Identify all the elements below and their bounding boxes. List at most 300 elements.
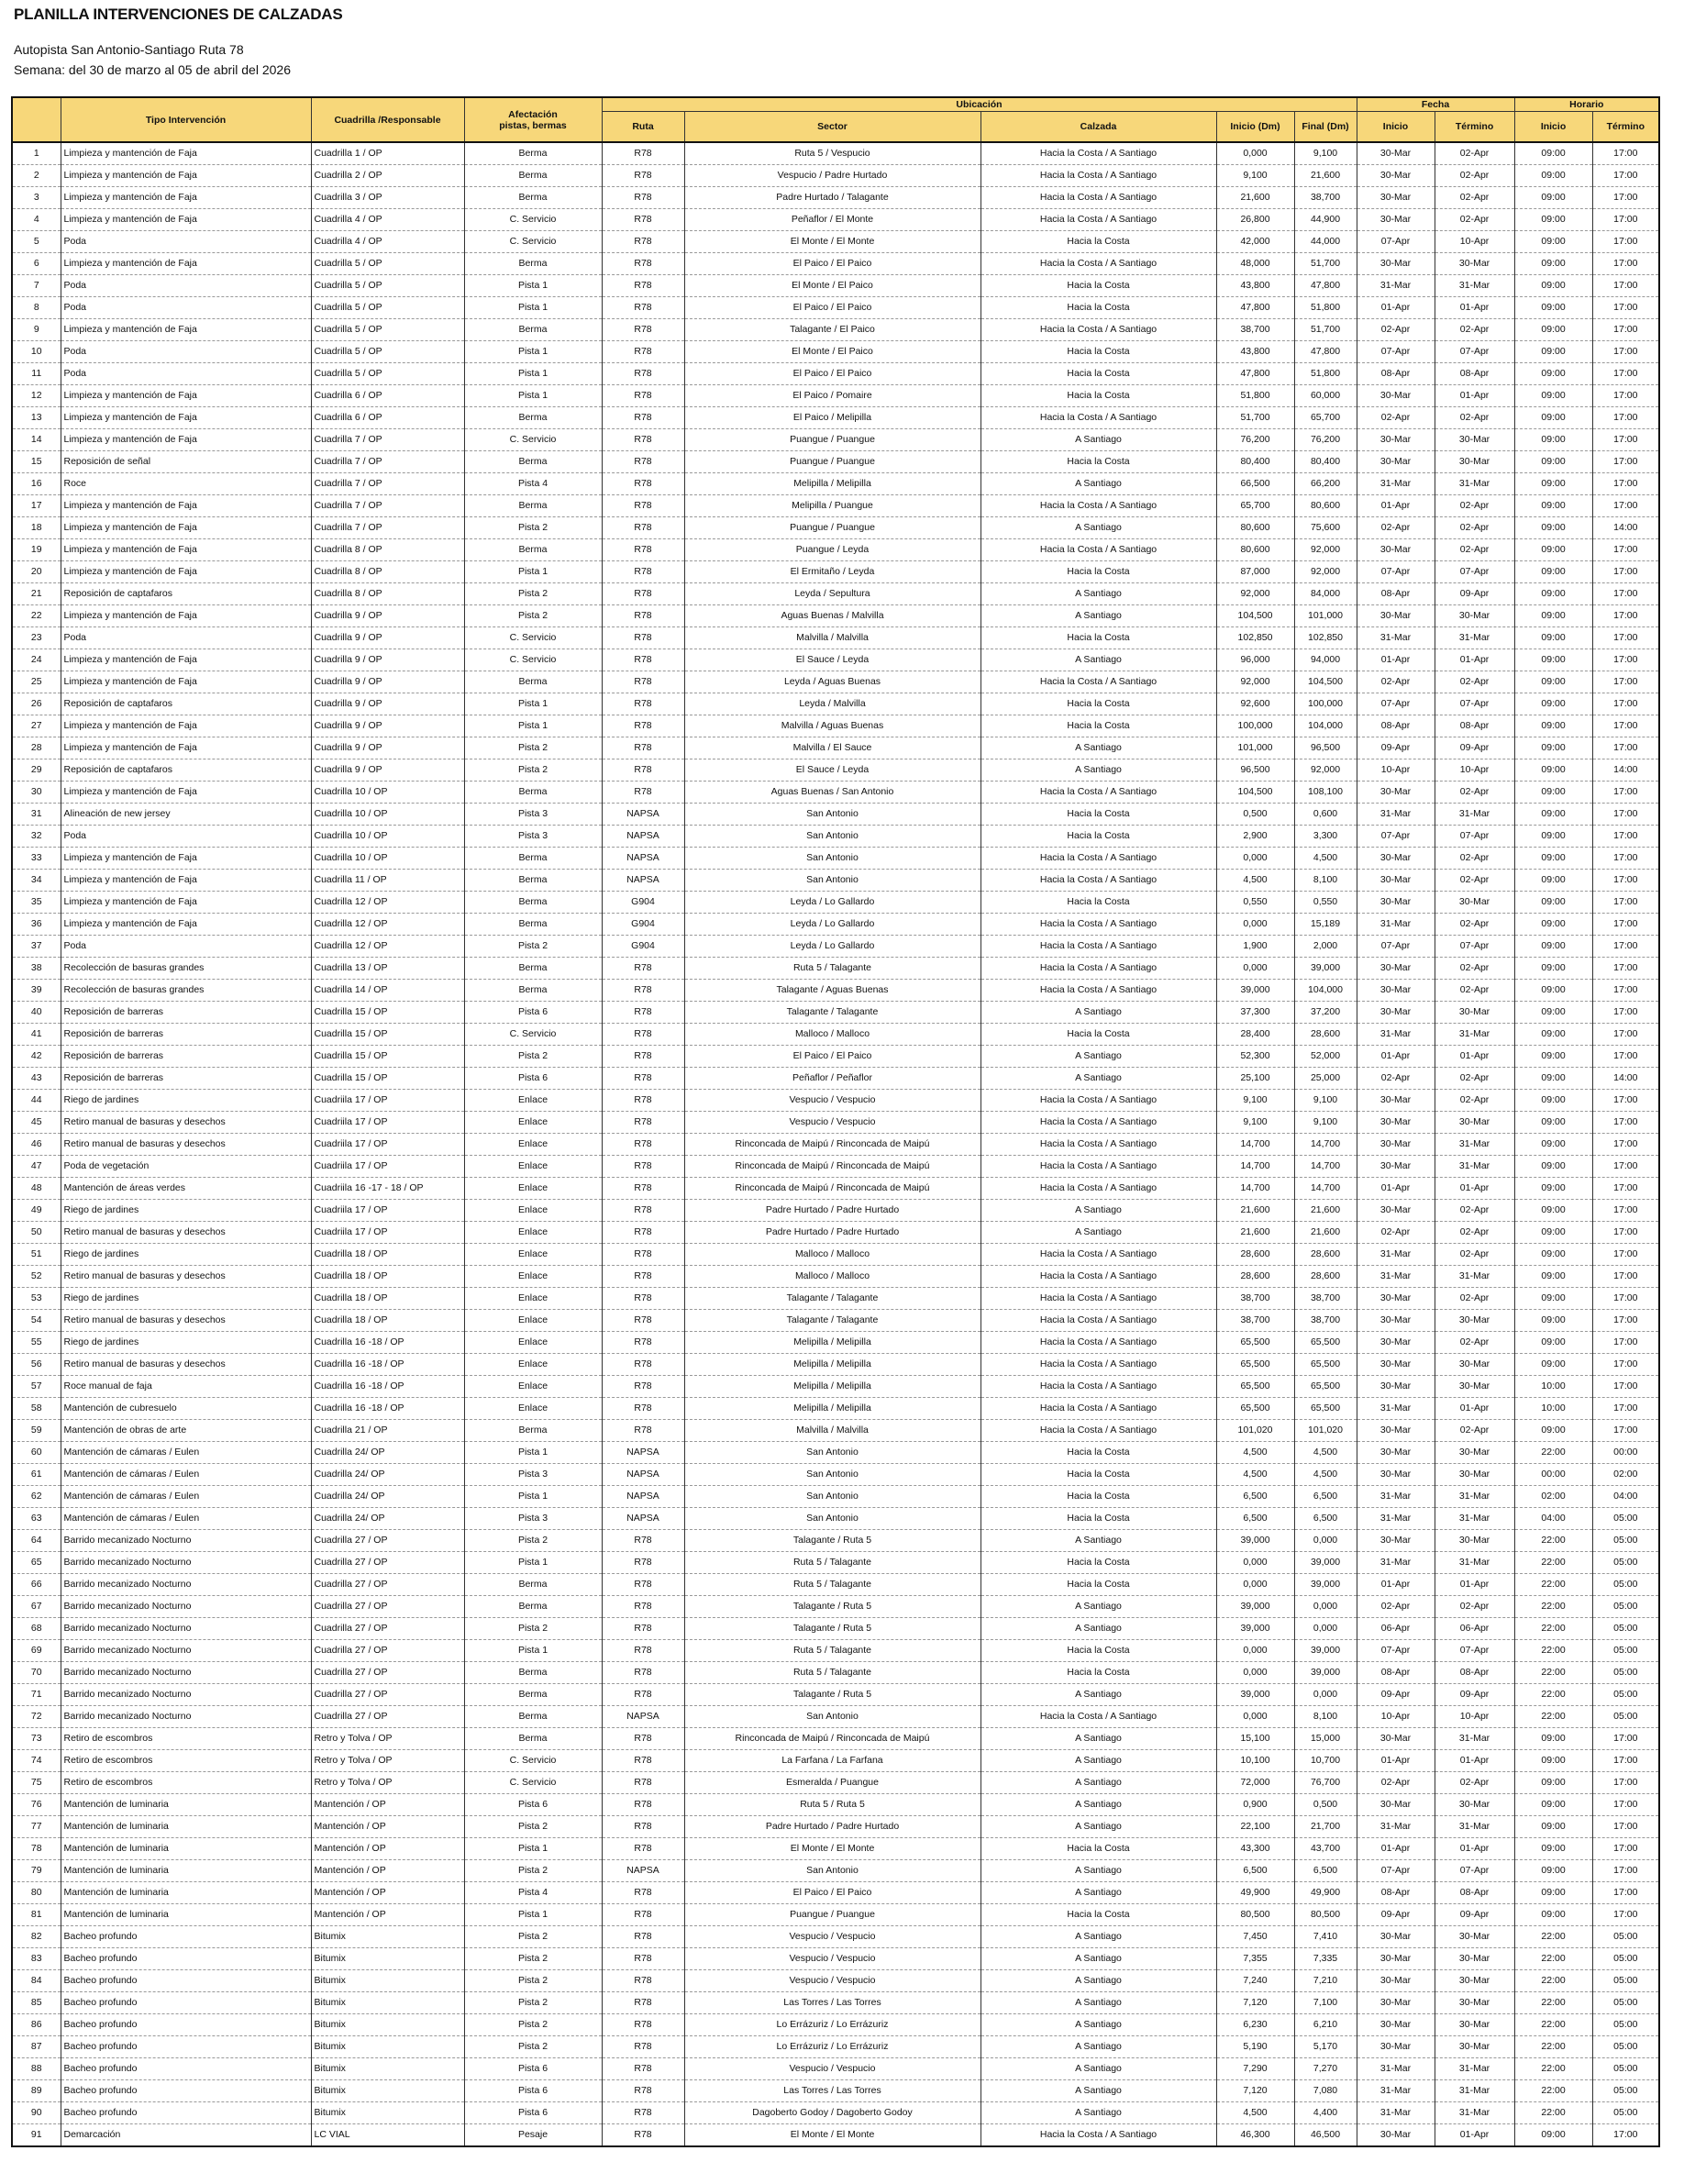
cell-sector: Ruta 5 / Ruta 5: [684, 1794, 980, 1816]
cell-fecha-inicio: 30-Mar: [1357, 1926, 1435, 1948]
cell-row-number: 25: [12, 671, 61, 693]
table-row: [12, 848, 1659, 870]
cell-sector: Peñaflor / El Monte: [684, 209, 980, 231]
table-row: [12, 1024, 1659, 1046]
cell-hora-termino: 17:00: [1592, 1288, 1659, 1310]
cell-inicio-dm: 5,190: [1216, 2036, 1294, 2058]
cell-fecha-termino: 08-Apr: [1435, 715, 1514, 737]
cell-calzada: A Santiago: [980, 1816, 1216, 1838]
cell-afectacion: Pista 2: [464, 1970, 602, 1992]
cell-afectacion: Enlace: [464, 1288, 602, 1310]
cell-inicio-dm: 101,000: [1216, 737, 1294, 759]
cell-fecha-inicio: 01-Apr: [1357, 1750, 1435, 1772]
cell-inicio-dm: 80,600: [1216, 539, 1294, 561]
cell-sector: Puangue / Puangue: [684, 1904, 980, 1926]
cell-fecha-inicio: 30-Mar: [1357, 1728, 1435, 1750]
cell-hora-inicio: 09:00: [1514, 1046, 1592, 1068]
cell-calzada: Hacia la Costa / A Santiago: [980, 1332, 1216, 1354]
cell-calzada: A Santiago: [980, 2058, 1216, 2080]
table-row: [12, 1112, 1659, 1134]
table-row: [12, 319, 1659, 341]
cell-tipo-intervencion: Retiro de escombros: [61, 1772, 311, 1794]
cell-sector: Vespucio / Vespucio: [684, 1948, 980, 1970]
cell-afectacion: Pista 3: [464, 1508, 602, 1530]
cell-inicio-dm: 96,000: [1216, 649, 1294, 671]
cell-hora-termino: 17:00: [1592, 826, 1659, 848]
table-row: [12, 1816, 1659, 1838]
cell-hora-termino: 17:00: [1592, 363, 1659, 385]
cell-tipo-intervencion: Barrido mecanizado Nocturno: [61, 1618, 311, 1640]
cell-fecha-inicio: 30-Mar: [1357, 1156, 1435, 1178]
cell-row-number: 82: [12, 1926, 61, 1948]
cell-inicio-dm: 0,500: [1216, 804, 1294, 826]
cell-ruta: R78: [602, 2124, 684, 2147]
cell-calzada: A Santiago: [980, 1948, 1216, 1970]
cell-final-dm: 43,700: [1294, 1838, 1357, 1860]
cell-fecha-inicio: 30-Mar: [1357, 1090, 1435, 1112]
cell-fecha-termino: 01-Apr: [1435, 649, 1514, 671]
cell-cuadrilla: Retro y Tolva / OP: [311, 1772, 464, 1794]
cell-inicio-dm: 7,355: [1216, 1948, 1294, 1970]
cell-ruta: R78: [602, 1750, 684, 1772]
cell-fecha-inicio: 01-Apr: [1357, 495, 1435, 517]
cell-cuadrilla: Cuadrilla 11 / OP: [311, 870, 464, 892]
cell-fecha-inicio: 31-Mar: [1357, 1508, 1435, 1530]
cell-ruta: R78: [602, 1024, 684, 1046]
cell-hora-termino: 17:00: [1592, 2124, 1659, 2147]
cell-row-number: 9: [12, 319, 61, 341]
table-row: [12, 1948, 1659, 1970]
cell-afectacion: Berma: [464, 142, 602, 165]
cell-hora-inicio: 09:00: [1514, 848, 1592, 870]
cell-row-number: 16: [12, 473, 61, 495]
cell-inicio-dm: 47,800: [1216, 297, 1294, 319]
cell-tipo-intervencion: Mantención de luminaria: [61, 1816, 311, 1838]
cell-afectacion: Enlace: [464, 1178, 602, 1200]
cell-calzada: Hacia la Costa / A Santiago: [980, 958, 1216, 980]
cell-tipo-intervencion: Reposición de captafaros: [61, 759, 311, 782]
cell-fecha-inicio: 30-Mar: [1357, 1002, 1435, 1024]
cell-cuadrilla: Cuadrilla 14 / OP: [311, 980, 464, 1002]
cell-fecha-termino: 31-Mar: [1435, 1508, 1514, 1530]
table-body: [12, 142, 1659, 2146]
cell-ruta: R78: [602, 275, 684, 297]
cell-sector: San Antonio: [684, 870, 980, 892]
cell-fecha-termino: 31-Mar: [1435, 2058, 1514, 2080]
cell-fecha-termino: 02-Apr: [1435, 142, 1514, 165]
cell-final-dm: 104,000: [1294, 980, 1357, 1002]
cell-inicio-dm: 28,600: [1216, 1266, 1294, 1288]
cell-hora-termino: 17:00: [1592, 958, 1659, 980]
cell-ruta: R78: [602, 1684, 684, 1706]
cell-afectacion: Pista 4: [464, 473, 602, 495]
cell-hora-inicio: 09:00: [1514, 1332, 1592, 1354]
cell-ruta: NAPSA: [602, 1442, 684, 1464]
cell-tipo-intervencion: Mantención de cámaras / Eulen: [61, 1508, 311, 1530]
cell-hora-inicio: 09:00: [1514, 605, 1592, 627]
cell-cuadrilla: Cuadrilla 15 / OP: [311, 1024, 464, 1046]
header-hora-termino: Término: [1592, 112, 1659, 143]
cell-hora-termino: 05:00: [1592, 1618, 1659, 1640]
cell-final-dm: 0,550: [1294, 892, 1357, 914]
cell-tipo-intervencion: Bacheo profundo: [61, 1948, 311, 1970]
cell-fecha-termino: 31-Mar: [1435, 1552, 1514, 1574]
cell-fecha-inicio: 08-Apr: [1357, 1662, 1435, 1684]
table-row: [12, 1508, 1659, 1530]
cell-fecha-termino: 09-Apr: [1435, 583, 1514, 605]
table-row: [12, 737, 1659, 759]
cell-row-number: 86: [12, 2014, 61, 2036]
cell-inicio-dm: 9,100: [1216, 1112, 1294, 1134]
cell-inicio-dm: 96,500: [1216, 759, 1294, 782]
cell-fecha-termino: 31-Mar: [1435, 473, 1514, 495]
cell-tipo-intervencion: Recolección de basuras grandes: [61, 958, 311, 980]
cell-sector: Leyda / Lo Gallardo: [684, 936, 980, 958]
header-ruta: Ruta: [602, 112, 684, 143]
cell-cuadrilla: Mantención / OP: [311, 1860, 464, 1882]
cell-hora-termino: 17:00: [1592, 649, 1659, 671]
cell-final-dm: 94,000: [1294, 649, 1357, 671]
cell-ruta: R78: [602, 385, 684, 407]
cell-afectacion: Berma: [464, 1662, 602, 1684]
cell-afectacion: Pista 2: [464, 1618, 602, 1640]
cell-final-dm: 37,200: [1294, 1002, 1357, 1024]
cell-calzada: Hacia la Costa / A Santiago: [980, 980, 1216, 1002]
cell-sector: El Sauce / Leyda: [684, 649, 980, 671]
cell-final-dm: 51,800: [1294, 363, 1357, 385]
cell-sector: Vespucio / Vespucio: [684, 2058, 980, 2080]
cell-inicio-dm: 49,900: [1216, 1882, 1294, 1904]
cell-ruta: NAPSA: [602, 1860, 684, 1882]
cell-hora-inicio: 22:00: [1514, 1442, 1592, 1464]
cell-hora-inicio: 09:00: [1514, 1288, 1592, 1310]
cell-calzada: A Santiago: [980, 1860, 1216, 1882]
cell-fecha-termino: 30-Mar: [1435, 1948, 1514, 1970]
cell-cuadrilla: Cuadrilla 10 / OP: [311, 848, 464, 870]
cell-hora-termino: 17:00: [1592, 1178, 1659, 1200]
cell-fecha-termino: 02-Apr: [1435, 407, 1514, 429]
table-row: [12, 165, 1659, 187]
cell-fecha-inicio: 02-Apr: [1357, 1068, 1435, 1090]
cell-calzada: Hacia la Costa / A Santiago: [980, 539, 1216, 561]
cell-calzada: A Santiago: [980, 1750, 1216, 1772]
cell-hora-inicio: 22:00: [1514, 1684, 1592, 1706]
cell-tipo-intervencion: Bacheo profundo: [61, 2080, 311, 2102]
table-row: [12, 1222, 1659, 1244]
cell-tipo-intervencion: Riego de jardines: [61, 1332, 311, 1354]
table-row: [12, 209, 1659, 231]
cell-sector: Padre Hurtado / Padre Hurtado: [684, 1816, 980, 1838]
cell-hora-termino: 17:00: [1592, 1420, 1659, 1442]
cell-row-number: 23: [12, 627, 61, 649]
cell-hora-inicio: 09:00: [1514, 804, 1592, 826]
cell-fecha-inicio: 30-Mar: [1357, 1794, 1435, 1816]
table-row: [12, 1266, 1659, 1288]
table-row: [12, 1178, 1659, 1200]
cell-final-dm: 7,270: [1294, 2058, 1357, 2080]
cell-tipo-intervencion: Limpieza y mantención de Faja: [61, 892, 311, 914]
cell-calzada: Hacia la Costa: [980, 1662, 1216, 1684]
cell-tipo-intervencion: Barrido mecanizado Nocturno: [61, 1684, 311, 1706]
cell-tipo-intervencion: Bacheo profundo: [61, 1970, 311, 1992]
cell-cuadrilla: LC VIAL: [311, 2124, 464, 2147]
cell-fecha-inicio: 08-Apr: [1357, 363, 1435, 385]
cell-tipo-intervencion: Poda: [61, 275, 311, 297]
cell-calzada: Hacia la Costa: [980, 1442, 1216, 1464]
cell-hora-termino: 17:00: [1592, 1222, 1659, 1244]
cell-ruta: R78: [602, 1420, 684, 1442]
cell-final-dm: 76,700: [1294, 1772, 1357, 1794]
cell-tipo-intervencion: Bacheo profundo: [61, 2036, 311, 2058]
table-row: [12, 870, 1659, 892]
cell-hora-inicio: 22:00: [1514, 1706, 1592, 1728]
cell-afectacion: Pista 3: [464, 826, 602, 848]
cell-hora-inicio: 09:00: [1514, 737, 1592, 759]
cell-fecha-termino: 30-Mar: [1435, 2014, 1514, 2036]
cell-inicio-dm: 26,800: [1216, 209, 1294, 231]
cell-final-dm: 65,700: [1294, 407, 1357, 429]
cell-tipo-intervencion: Limpieza y mantención de Faja: [61, 209, 311, 231]
cell-fecha-termino: 30-Mar: [1435, 1376, 1514, 1398]
cell-fecha-termino: 30-Mar: [1435, 2036, 1514, 2058]
cell-row-number: 33: [12, 848, 61, 870]
table-row: [12, 1596, 1659, 1618]
table-row: [12, 1706, 1659, 1728]
cell-row-number: 84: [12, 1970, 61, 1992]
cell-hora-inicio: 09:00: [1514, 2124, 1592, 2147]
cell-fecha-termino: 31-Mar: [1435, 627, 1514, 649]
cell-hora-inicio: 09:00: [1514, 429, 1592, 451]
cell-fecha-inicio: 30-Mar: [1357, 1970, 1435, 1992]
table-row: [12, 693, 1659, 715]
cell-afectacion: Berma: [464, 319, 602, 341]
cell-hora-inicio: 22:00: [1514, 1552, 1592, 1574]
cell-hora-inicio: 10:00: [1514, 1376, 1592, 1398]
cell-row-number: 44: [12, 1090, 61, 1112]
cell-sector: Talagante / Aguas Buenas: [684, 980, 980, 1002]
cell-tipo-intervencion: Limpieza y mantención de Faja: [61, 253, 311, 275]
cell-tipo-intervencion: Recolección de basuras grandes: [61, 980, 311, 1002]
cell-calzada: Hacia la Costa: [980, 693, 1216, 715]
cell-tipo-intervencion: Riego de jardines: [61, 1090, 311, 1112]
cell-row-number: 39: [12, 980, 61, 1002]
cell-final-dm: 65,500: [1294, 1332, 1357, 1354]
cell-hora-termino: 17:00: [1592, 737, 1659, 759]
cell-final-dm: 7,335: [1294, 1948, 1357, 1970]
cell-final-dm: 6,500: [1294, 1860, 1357, 1882]
cell-fecha-termino: 02-Apr: [1435, 539, 1514, 561]
table-row: [12, 1970, 1659, 1992]
cell-inicio-dm: 7,290: [1216, 2058, 1294, 2080]
cell-afectacion: C. Servicio: [464, 1772, 602, 1794]
cell-hora-inicio: 09:00: [1514, 958, 1592, 980]
cell-inicio-dm: 51,800: [1216, 385, 1294, 407]
cell-calzada: Hacia la Costa / A Santiago: [980, 848, 1216, 870]
cell-final-dm: 92,000: [1294, 561, 1357, 583]
cell-inicio-dm: 37,300: [1216, 1002, 1294, 1024]
cell-ruta: R78: [602, 1046, 684, 1068]
cell-hora-termino: 05:00: [1592, 1552, 1659, 1574]
cell-fecha-inicio: 30-Mar: [1357, 1992, 1435, 2014]
cell-ruta: R78: [602, 1596, 684, 1618]
cell-hora-inicio: 09:00: [1514, 715, 1592, 737]
cell-final-dm: 108,100: [1294, 782, 1357, 804]
cell-cuadrilla: Cuadriila 16 -17 - 18 / OP: [311, 1178, 464, 1200]
cell-inicio-dm: 22,100: [1216, 1816, 1294, 1838]
cell-tipo-intervencion: Limpieza y mantención de Faja: [61, 407, 311, 429]
table-row: [12, 1926, 1659, 1948]
cell-final-dm: 76,200: [1294, 429, 1357, 451]
cell-final-dm: 21,700: [1294, 1816, 1357, 1838]
cell-final-dm: 6,210: [1294, 2014, 1357, 2036]
table-row: [12, 1552, 1659, 1574]
cell-row-number: 90: [12, 2102, 61, 2124]
cell-fecha-termino: 31-Mar: [1435, 1266, 1514, 1288]
cell-cuadrilla: Cuadrilla 8 / OP: [311, 561, 464, 583]
cell-cuadrilla: Cuadrilla 27 / OP: [311, 1530, 464, 1552]
cell-tipo-intervencion: Limpieza y mantención de Faja: [61, 319, 311, 341]
cell-hora-inicio: 22:00: [1514, 1662, 1592, 1684]
cell-fecha-inicio: 30-Mar: [1357, 782, 1435, 804]
cell-fecha-inicio: 30-Mar: [1357, 209, 1435, 231]
cell-tipo-intervencion: Reposición de barreras: [61, 1068, 311, 1090]
table-row: [12, 2102, 1659, 2124]
cell-tipo-intervencion: Reposición de señal: [61, 451, 311, 473]
cell-fecha-termino: 06-Apr: [1435, 1618, 1514, 1640]
cell-fecha-inicio: 30-Mar: [1357, 1442, 1435, 1464]
cell-ruta: R78: [602, 1816, 684, 1838]
cell-fecha-inicio: 30-Mar: [1357, 385, 1435, 407]
cell-final-dm: 9,100: [1294, 1112, 1357, 1134]
cell-hora-termino: 17:00: [1592, 1772, 1659, 1794]
cell-inicio-dm: 9,100: [1216, 1090, 1294, 1112]
header-cuadrilla: Cuadrilla /Responsable: [311, 97, 464, 142]
cell-cuadrilla: Cuadrilla 4 / OP: [311, 231, 464, 253]
cell-fecha-termino: 09-Apr: [1435, 1684, 1514, 1706]
cell-calzada: A Santiago: [980, 583, 1216, 605]
cell-ruta: R78: [602, 958, 684, 980]
cell-afectacion: Pesaje: [464, 2124, 602, 2147]
cell-tipo-intervencion: Limpieza y mantención de Faja: [61, 187, 311, 209]
cell-hora-termino: 17:00: [1592, 870, 1659, 892]
cell-afectacion: Berma: [464, 1706, 602, 1728]
cell-row-number: 4: [12, 209, 61, 231]
cell-sector: Malvilla / Malvilla: [684, 627, 980, 649]
cell-fecha-inicio: 01-Apr: [1357, 1178, 1435, 1200]
cell-fecha-inicio: 30-Mar: [1357, 1288, 1435, 1310]
cell-inicio-dm: 46,300: [1216, 2124, 1294, 2147]
cell-calzada: Hacia la Costa / A Santiago: [980, 914, 1216, 936]
cell-sector: Puangue / Puangue: [684, 451, 980, 473]
cell-inicio-dm: 0,000: [1216, 848, 1294, 870]
cell-tipo-intervencion: Limpieza y mantención de Faja: [61, 495, 311, 517]
cell-cuadrilla: Cuadrilla 5 / OP: [311, 341, 464, 363]
cell-afectacion: C. Servicio: [464, 1024, 602, 1046]
table-row: [12, 804, 1659, 826]
cell-final-dm: 38,700: [1294, 1288, 1357, 1310]
table-row: [12, 2058, 1659, 2080]
cell-fecha-inicio: 02-Apr: [1357, 1222, 1435, 1244]
table-row: [12, 605, 1659, 627]
cell-final-dm: 47,800: [1294, 275, 1357, 297]
cell-row-number: 69: [12, 1640, 61, 1662]
cell-fecha-inicio: 08-Apr: [1357, 1882, 1435, 1904]
cell-hora-inicio: 09:00: [1514, 341, 1592, 363]
cell-inicio-dm: 104,500: [1216, 782, 1294, 804]
cell-sector: Puangue / Puangue: [684, 429, 980, 451]
cell-inicio-dm: 66,500: [1216, 473, 1294, 495]
cell-ruta: R78: [602, 473, 684, 495]
cell-sector: Dagoberto Godoy / Dagoberto Godoy: [684, 2102, 980, 2124]
cell-row-number: 80: [12, 1882, 61, 1904]
table-row: [12, 1992, 1659, 2014]
cell-fecha-inicio: 31-Mar: [1357, 1024, 1435, 1046]
cell-inicio-dm: 14,700: [1216, 1156, 1294, 1178]
cell-calzada: Hacia la Costa / A Santiago: [980, 1706, 1216, 1728]
cell-row-number: 19: [12, 539, 61, 561]
cell-hora-inicio: 04:00: [1514, 1508, 1592, 1530]
cell-hora-inicio: 09:00: [1514, 1002, 1592, 1024]
cell-fecha-termino: 09-Apr: [1435, 1904, 1514, 1926]
cell-hora-termino: 05:00: [1592, 1926, 1659, 1948]
cell-row-number: 67: [12, 1596, 61, 1618]
cell-row-number: 24: [12, 649, 61, 671]
cell-cuadrilla: Cuadrilla 16 -18 / OP: [311, 1376, 464, 1398]
cell-tipo-intervencion: Barrido mecanizado Nocturno: [61, 1552, 311, 1574]
cell-inicio-dm: 65,500: [1216, 1398, 1294, 1420]
cell-sector: San Antonio: [684, 1706, 980, 1728]
cell-afectacion: Enlace: [464, 1376, 602, 1398]
cell-fecha-termino: 30-Mar: [1435, 892, 1514, 914]
cell-fecha-inicio: 30-Mar: [1357, 1354, 1435, 1376]
page-title: PLANILLA INTERVENCIONES DE CALZADAS: [14, 6, 343, 23]
cell-inicio-dm: 39,000: [1216, 1530, 1294, 1552]
header-inicio-dm: Inicio (Dm): [1216, 112, 1294, 143]
cell-final-dm: 4,500: [1294, 1464, 1357, 1486]
cell-row-number: 88: [12, 2058, 61, 2080]
table-row: [12, 1574, 1659, 1596]
cell-sector: Melipilla / Melipilla: [684, 1376, 980, 1398]
cell-afectacion: Enlace: [464, 1398, 602, 1420]
cell-hora-termino: 17:00: [1592, 980, 1659, 1002]
cell-calzada: Hacia la Costa: [980, 826, 1216, 848]
cell-row-number: 83: [12, 1948, 61, 1970]
cell-cuadrilla: Cuadrilla 15 / OP: [311, 1068, 464, 1090]
cell-hora-inicio: 22:00: [1514, 1926, 1592, 1948]
cell-final-dm: 28,600: [1294, 1266, 1357, 1288]
cell-row-number: 49: [12, 1200, 61, 1222]
cell-ruta: R78: [602, 539, 684, 561]
cell-cuadrilla: Bitumix: [311, 2080, 464, 2102]
cell-ruta: R78: [602, 1530, 684, 1552]
cell-hora-termino: 17:00: [1592, 165, 1659, 187]
cell-inicio-dm: 100,000: [1216, 715, 1294, 737]
cell-sector: Vespucio / Padre Hurtado: [684, 165, 980, 187]
table-row: [12, 671, 1659, 693]
cell-sector: Esmeralda / Puangue: [684, 1772, 980, 1794]
cell-hora-inicio: 10:00: [1514, 1398, 1592, 1420]
cell-tipo-intervencion: Mantención de cámaras / Eulen: [61, 1464, 311, 1486]
cell-fecha-inicio: 31-Mar: [1357, 1552, 1435, 1574]
table-row: [12, 429, 1659, 451]
cell-cuadrilla: Bitumix: [311, 2036, 464, 2058]
cell-ruta: R78: [602, 1090, 684, 1112]
cell-final-dm: 51,700: [1294, 253, 1357, 275]
cell-final-dm: 25,000: [1294, 1068, 1357, 1090]
header-tipo: Tipo Intervención: [61, 97, 311, 142]
cell-calzada: Hacia la Costa / A Santiago: [980, 1134, 1216, 1156]
cell-fecha-termino: 31-Mar: [1435, 1156, 1514, 1178]
